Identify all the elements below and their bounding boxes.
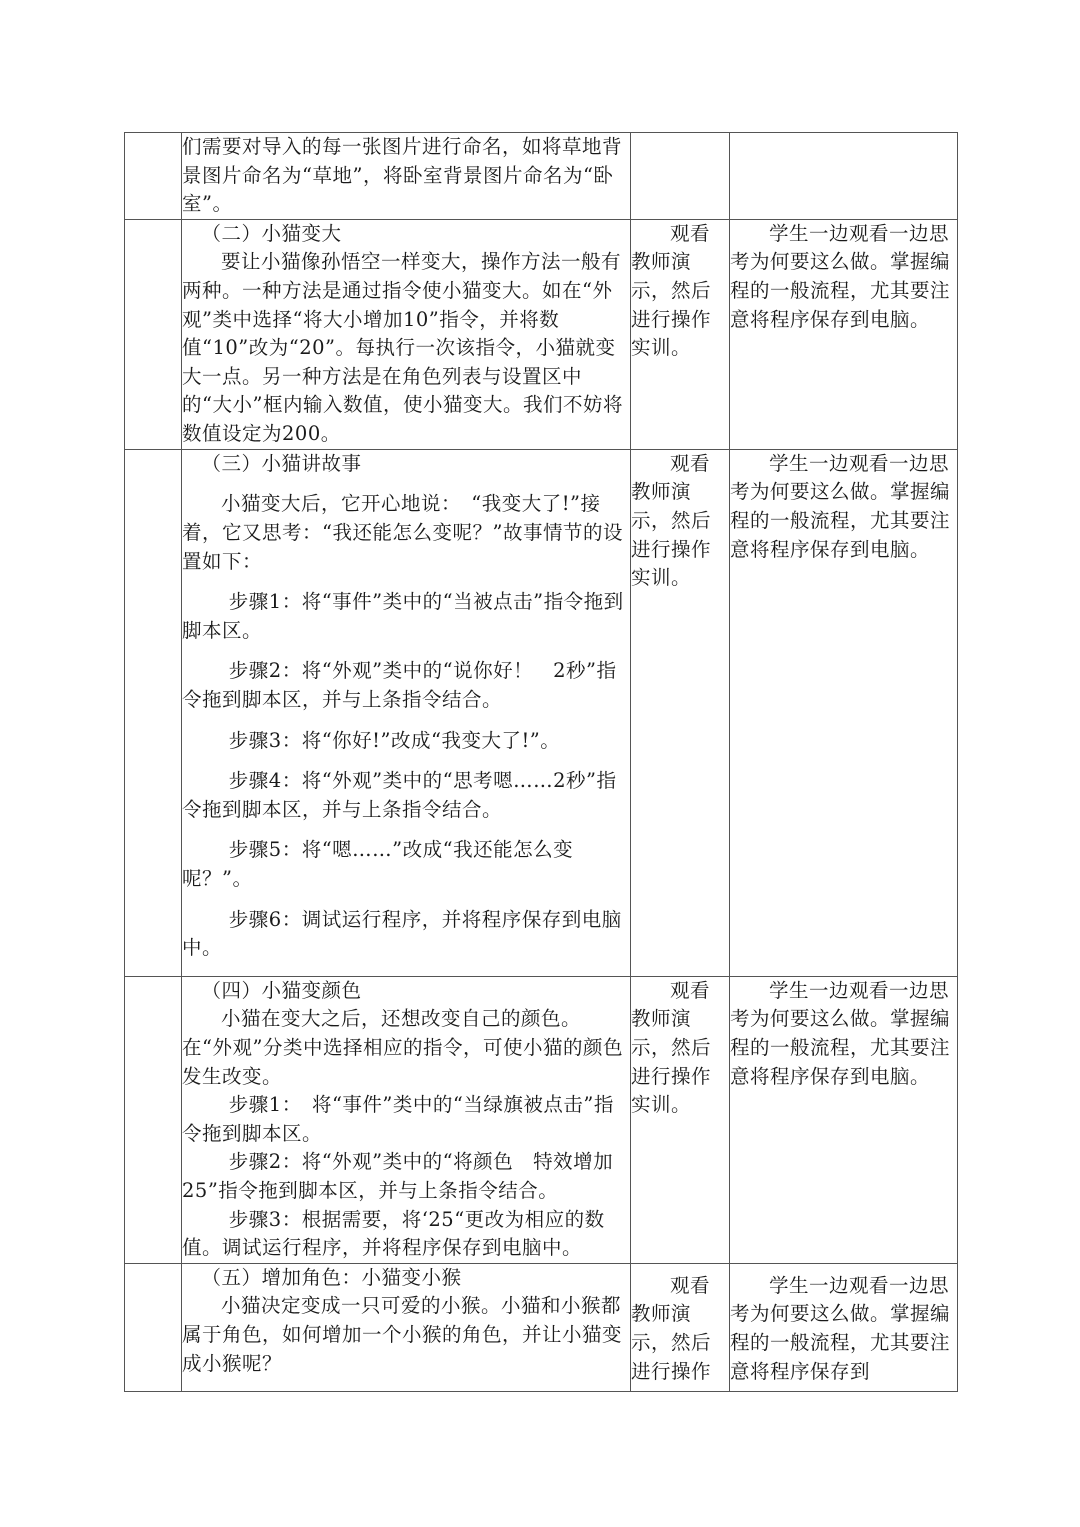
student-activity-cell xyxy=(730,133,958,220)
table-row xyxy=(125,976,958,1263)
student-activity-cell xyxy=(730,1263,958,1391)
section-heading: （五）增加角色：小猫变小猴 xyxy=(201,1265,462,1289)
student-activity-text: 学生一边观看一边思考为何要这么做。掌握编程的一般流程，尤其要注意将程序保存到 xyxy=(730,1273,951,1383)
section-heading: （四）小猫变颜色 xyxy=(201,978,362,1002)
student-activity-text: 学生一边观看一边思考为何要这么做。掌握编程的一般流程，尤其要注意将程序保存到电脑。 xyxy=(730,451,951,561)
step-4: 步骤4：将“外观”类中的“思考嗯……2秒”指令拖到脚本区，并与上条指令结合。 xyxy=(182,769,617,821)
student-activity-text: 学生一边观看一边思考为何要这么做。掌握编程的一般流程，尤其要注意将程序保存到电脑。 xyxy=(730,978,951,1088)
paragraph: 小猫变大后，它开心地说： “我变大了!”接着，它又思考：“我还能怎么变呢？”故事情节的设置如下： xyxy=(182,492,623,573)
step-5: 步骤5：将“嗯……”改成“我还能怎么变呢？”。 xyxy=(182,838,574,890)
teacher-activity-cell xyxy=(631,976,730,1263)
paragraph: 要让小猫像孙悟空一样变大，操作方法一般有两种。一种方法是通过指令使小猫变大。如在“外观”类中选择“将大小增加10”指令，并将数值“10”改为“20”。每执行一次该指令，小猫就变大一点。另一种方法是在角色列表与设置区中的“大小”框内输入数值，使小猫变大。我们不妨将数值设定为200。 xyxy=(182,250,623,445)
step-1: 步骤1： 将“事件”类中的“当绿旗被点击”指令拖到脚本区。 xyxy=(182,1093,614,1145)
teacher-activity-cell xyxy=(631,219,730,449)
teacher-activity-text: 观看教师演示，然后进行操作实训。 xyxy=(631,451,712,590)
paragraph: 小猫在变大之后，还想改变自己的颜色。在“外观”分类中选择相应的指令，可使小猫的颜色发生改变。 xyxy=(182,1007,623,1088)
teacher-activity-text: 观看教师演示，然后进行操作实训。 xyxy=(631,978,712,1117)
step-2: 步骤2：将“外观”类中的“将颜色 特效增加25”指令拖到脚本区，并与上条指令结合。 xyxy=(182,1150,614,1202)
lesson-plan-table xyxy=(124,132,958,1392)
section-heading: （三）小猫讲故事 xyxy=(201,451,362,475)
section-cell xyxy=(125,1263,182,1391)
content-cell xyxy=(182,133,631,220)
step-1: 步骤1：将“事件”类中的“当被点击”指令拖到脚本区。 xyxy=(182,590,624,642)
teacher-activity-text: 观看教师演示，然后进行操作 xyxy=(631,1273,712,1383)
paragraph: 小猫决定变成一只可爱的小猴。小猫和小猴都属于角色，如何增加一个小猴的角色，并让小猫变成小猴呢？ xyxy=(182,1294,623,1375)
table-row xyxy=(125,449,958,976)
teacher-activity-cell xyxy=(631,449,730,976)
teacher-activity-cell xyxy=(631,1263,730,1391)
teacher-activity-cell xyxy=(631,133,730,220)
section-cell xyxy=(125,976,182,1263)
table-row xyxy=(125,133,958,220)
student-activity-text: 学生一边观看一边思考为何要这么做。掌握编程的一般流程，尤其要注意将程序保存到电脑。 xyxy=(730,221,951,331)
teacher-activity-text: 观看教师演示，然后进行操作实训。 xyxy=(631,221,712,360)
content-cell xyxy=(182,1263,631,1391)
section-cell xyxy=(125,219,182,449)
step-3: 步骤3：将“你好!”改成“我变大了!”。 xyxy=(228,728,561,752)
student-activity-cell xyxy=(730,219,958,449)
step-2: 步骤2：将“外观”类中的“说你好！ 2秒”指令拖到脚本区，并与上条指令结合。 xyxy=(182,659,617,711)
section-cell xyxy=(125,449,182,976)
content-cell xyxy=(182,976,631,1263)
section-heading: （二）小猫变大 xyxy=(201,221,342,245)
section-cell xyxy=(125,133,182,220)
student-activity-cell xyxy=(730,976,958,1263)
paragraph: 们需要对导入的每一张图片进行命名，如将草地背景图片命名为“草地”，将卧室背景图片命名为“卧室”。 xyxy=(182,135,623,216)
table-row xyxy=(125,219,958,449)
step-3: 步骤3：根据需要，将‘25“更改为相应的数值。调试运行程序，并将程序保存到电脑中。 xyxy=(182,1207,605,1260)
content-cell xyxy=(182,449,631,976)
table-row xyxy=(125,1263,958,1391)
student-activity-cell xyxy=(730,449,958,976)
content-cell xyxy=(182,219,631,449)
step-6: 步骤6：调试运行程序，并将程序保存到电脑中。 xyxy=(182,907,622,960)
